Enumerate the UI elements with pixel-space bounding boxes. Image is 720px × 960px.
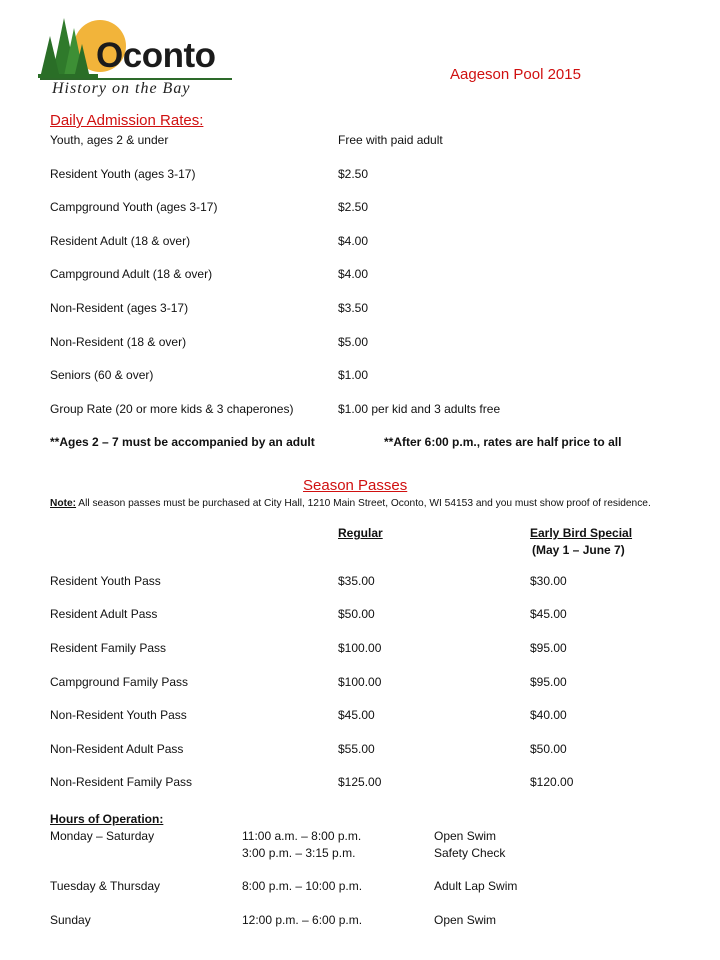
daily-rate-price: $2.50 [338, 167, 369, 181]
season-pass-regular-price: $50.00 [338, 607, 375, 621]
season-pass-regular-price: $55.00 [338, 742, 375, 756]
season-pass-regular-price: $100.00 [338, 641, 382, 655]
note-label: Note: [50, 498, 77, 509]
daily-rate-label: Resident Adult (18 & over) [50, 234, 191, 248]
evening-discount-note: **After 6:00 p.m., rates are half price to all [384, 435, 622, 449]
season-pass-early-price: $40.00 [530, 708, 567, 722]
season-pass-label: Resident Family Pass [50, 641, 167, 655]
season-pass-early-price: $30.00 [530, 574, 567, 588]
hours-time: 8:00 p.m. – 10:00 p.m. [242, 879, 363, 893]
season-pass-label: Resident Youth Pass [50, 574, 161, 588]
age-requirement-note: **Ages 2 – 7 must be accompanied by an adult [50, 435, 315, 449]
hours-time: 3:00 p.m. – 3:15 p.m. [242, 846, 356, 860]
season-pass-early-price: $95.00 [530, 675, 567, 689]
season-pass-regular-price: $35.00 [338, 574, 375, 588]
hours-heading: Hours of Operation: [50, 812, 164, 826]
season-passes-heading: Season Passes [303, 477, 408, 494]
daily-rate-label: Campground Youth (ages 3-17) [50, 200, 218, 214]
daily-rate-label: Non-Resident (ages 3-17) [50, 301, 189, 315]
daily-rate-price: $5.00 [338, 335, 369, 349]
logo-tagline: History on the Bay [52, 80, 191, 97]
daily-rates-heading: Daily Admission Rates: [50, 112, 204, 129]
season-pass-regular-price: $100.00 [338, 675, 382, 689]
season-pass-regular-price: $45.00 [338, 708, 375, 722]
hours-activity: Open Swim [434, 913, 497, 927]
hours-time: 12:00 p.m. – 6:00 p.m. [242, 913, 363, 927]
hours-day: Sunday [50, 913, 91, 927]
season-pass-label: Campground Family Pass [50, 675, 189, 689]
daily-rate-label: Seniors (60 & over) [50, 368, 154, 382]
early-bird-dates: (May 1 – June 7) [532, 543, 625, 557]
season-pass-early-price: $120.00 [530, 775, 574, 789]
hours-activity: Safety Check [434, 846, 506, 860]
daily-rate-label: Group Rate (20 or more kids & 3 chaperones) [50, 402, 294, 416]
daily-rate-label: Non-Resident (18 & over) [50, 335, 187, 349]
note-text: All season passes must be purchased at City Hall, 1210 Main Street, Oconto, WI 54153 and you must show proof of residence. [76, 498, 651, 509]
daily-rate-label: Youth, ages 2 & under [50, 133, 169, 147]
season-pass-regular-price: $125.00 [338, 775, 382, 789]
hours-day: Tuesday & Thursday [50, 879, 161, 893]
season-pass-label: Non-Resident Family Pass [50, 775, 193, 789]
hours-activity: Adult Lap Swim [434, 879, 518, 893]
season-pass-label: Non-Resident Youth Pass [50, 708, 187, 722]
hours-day: Monday – Saturday [50, 829, 155, 843]
season-pass-early-price: $50.00 [530, 742, 567, 756]
season-pass-label: Resident Adult Pass [50, 607, 158, 621]
hours-activity: Open Swim [434, 829, 497, 843]
daily-rate-price: $1.00 per kid and 3 adults free [338, 402, 501, 416]
season-passes-note [50, 497, 670, 511]
early-bird-column-header: Early Bird Special [530, 526, 633, 540]
daily-rate-price: Free with paid adult [338, 133, 443, 147]
page-title: Aageson Pool 2015 [450, 66, 581, 83]
daily-rate-price: $4.00 [338, 267, 369, 281]
daily-rate-price: $2.50 [338, 200, 369, 214]
season-pass-early-price: $95.00 [530, 641, 567, 655]
regular-column-header: Regular [338, 526, 383, 540]
daily-rate-label: Campground Adult (18 & over) [50, 267, 213, 281]
daily-rate-price: $1.00 [338, 368, 369, 382]
daily-rate-price: $3.50 [338, 301, 369, 315]
daily-rate-label: Resident Youth (ages 3-17) [50, 167, 196, 181]
hours-time: 11:00 a.m. – 8:00 p.m. [242, 829, 362, 843]
season-pass-early-price: $45.00 [530, 607, 567, 621]
daily-rate-price: $4.00 [338, 234, 369, 248]
season-pass-label: Non-Resident Adult Pass [50, 742, 184, 756]
logo-wordmark: Oconto [96, 36, 216, 75]
